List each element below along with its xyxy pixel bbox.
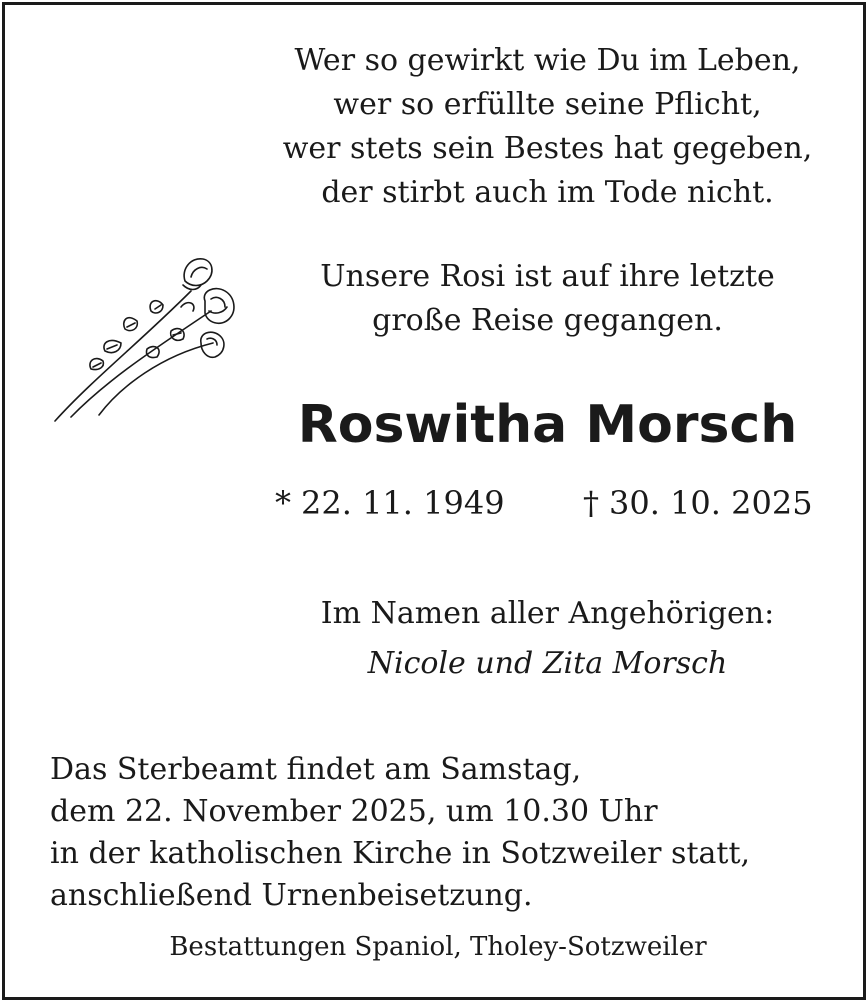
mourner-names: Nicole und Zita Morsch (367, 646, 728, 681)
service-line: dem 22. November 2025, um 10.30 Uhr (50, 794, 658, 829)
service-line: in der katholischen Kirche in Sotzweiler statt, (50, 836, 751, 871)
death-date-row (583, 481, 813, 525)
signoff-line: Im Namen aller Angehörigen: (320, 596, 775, 631)
poem-line: Wer so gewirkt wie Du im Leben, (294, 43, 801, 78)
poem-line: wer so erfüllte seine Pflicht, (333, 87, 762, 122)
poem (260, 39, 835, 215)
undertaker: Bestattungen Spaniol, Tholey-Sotzweiler (169, 932, 707, 962)
birth-symbol: * (275, 484, 291, 522)
death-date: 30. 10. 2025 (609, 484, 813, 522)
intro-line: Unsere Rosi ist auf ihre letzte (320, 259, 775, 294)
birth-date: 22. 11. 1949 (301, 484, 505, 522)
intro-line: große Reise gegangen. (372, 303, 723, 338)
intro-text (260, 255, 835, 343)
poem-line: der stirbt auch im Tode nicht. (321, 175, 774, 210)
service-line: anschließend Urnenbeisetzung. (50, 878, 533, 913)
signoff (260, 589, 835, 689)
roses-icon (51, 251, 251, 431)
poem-line: wer stets sein Bestes hat gegeben, (282, 131, 813, 166)
service-line: Das Sterbeamt findet am Samstag, (50, 752, 582, 787)
deceased-name: Roswitha Morsch (297, 395, 798, 455)
death-symbol: † (583, 484, 599, 522)
obituary-frame (2, 2, 866, 1000)
birth-date-row (275, 481, 505, 525)
service-info (50, 749, 750, 917)
